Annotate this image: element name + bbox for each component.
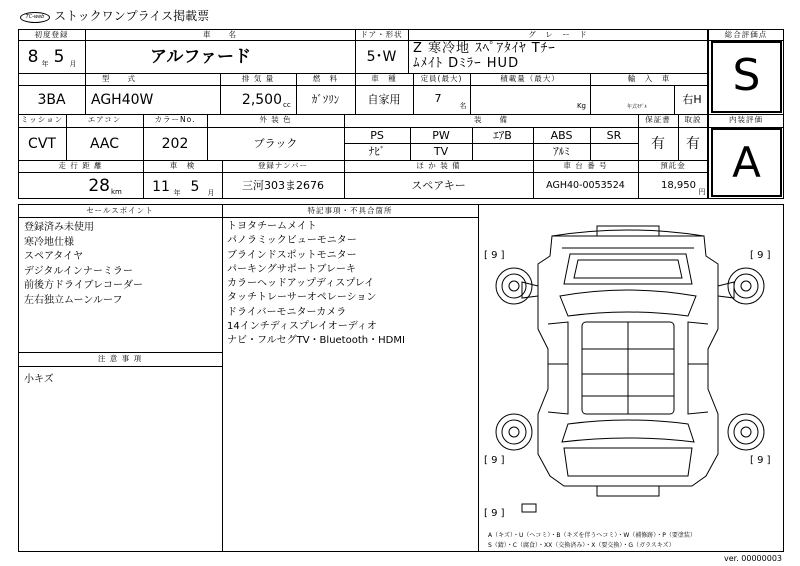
label-load: 積載量（最大） [500, 74, 560, 83]
label-grade: グ レ ー ド [528, 30, 588, 39]
equip-header-ps: PS [370, 129, 384, 142]
label-others: ほ か 装 備 [416, 161, 461, 170]
mileage-unit: km [111, 188, 122, 196]
plate-value: 三河303ま2676 [242, 179, 324, 192]
list-item: 前後方ドライブレコーダー [24, 280, 143, 292]
manual-value: 有 [686, 136, 700, 152]
car-diagram [482, 214, 782, 514]
color-no-value: 202 [161, 136, 189, 152]
list-item: ナビ・フルセグTV・Bluetooth・HDMI [227, 335, 405, 347]
label-overall: 総合評価点 [724, 30, 768, 39]
aircon-value: AAC [89, 136, 120, 152]
label-inspection: 車 検 [169, 161, 196, 170]
warranty-value: 有 [651, 136, 665, 152]
import-handle: 右H [682, 93, 702, 106]
car-name: アルファード [150, 47, 251, 67]
label-chassis: 車 台 番 号 [563, 161, 608, 170]
list-item: パーキングサポートブレーキ [227, 263, 356, 275]
label-kind: 車 種 [371, 74, 397, 83]
mileage-value: 28 [88, 176, 110, 196]
label-mission: ミッション [20, 115, 64, 124]
import-year-label: 年式ﾓﾃﾞﾙ [626, 104, 647, 110]
reg-month-unit: 月 [69, 60, 77, 68]
label-equipment: 装 備 [474, 115, 508, 124]
tire-mark-front-left: [ 9 ] [484, 250, 505, 261]
version-label: ver. 00000003 [723, 554, 782, 563]
displacement-value: 2,500 [241, 92, 282, 108]
chassis-value: AGH40-0053524 [546, 180, 625, 191]
list-item: トヨタチームメイト [227, 221, 317, 232]
equip-header-sr: SR [606, 129, 622, 142]
label-door: ドア・形状 [360, 30, 403, 39]
list-item: ブラインドスポットモニター [227, 249, 357, 261]
equip-header-abs: ABS [550, 129, 573, 142]
list-item: 登録済み未使用 [24, 222, 94, 233]
label-plate: 登録ナンバー [257, 161, 309, 170]
sales-points-list [24, 221, 143, 309]
displacement-unit: cc [283, 101, 291, 109]
inspection-month: 5 [190, 179, 200, 195]
label-import: 輸 入 車 [627, 74, 671, 83]
reg-month: 5 [53, 47, 65, 67]
door-type: 5･W [366, 49, 397, 65]
capacity-value: 7 [434, 92, 442, 105]
list-item: スペアタイヤ [24, 251, 84, 263]
overall-score: S [732, 50, 761, 101]
equip-header-pw: PW [432, 129, 450, 142]
capacity-unit: 名 [459, 102, 467, 110]
kind-value: 自家用 [367, 93, 401, 106]
tire-mark-rear-right: [ 9 ] [750, 455, 771, 466]
others-value: スペアキー [411, 179, 466, 192]
label-aircon: エアコン [87, 115, 122, 124]
label-model: 型 式 [102, 74, 136, 83]
label-specials: 特記事項・不具合箇所 [307, 206, 393, 215]
label-warranty: 保証書 [645, 115, 671, 124]
list-item: 左右独立ムーンルーフ [24, 294, 123, 306]
specials-list [227, 220, 405, 349]
fuel-value: ｶﾞｿﾘﾝ [311, 93, 340, 106]
list-item: タッチトレーサーオペレーション [227, 292, 377, 304]
label-notes: 注 意 事 項 [97, 354, 143, 363]
tire-mark-spare: [ 9 ] [484, 508, 505, 519]
price-unit: 円 [698, 188, 706, 196]
equip-value-navi: ﾅﾋﾞ [368, 145, 386, 158]
label-car-name: 車 名 [203, 30, 237, 39]
label-capacity: 定員(最大) [420, 74, 463, 83]
exterior-color: ブラック [253, 137, 298, 150]
label-interior: 内装評価 [729, 115, 763, 124]
label-exterior: 外 装 色 [259, 115, 292, 124]
label-displacement: 排 気 量 [241, 74, 275, 83]
label-fuel: 燃 料 [312, 74, 339, 83]
inspection-year: 11 [152, 179, 170, 195]
label-color-no: カラーNo. [154, 115, 196, 124]
model-prefix: 3BA [37, 92, 66, 108]
label-mileage: 走 行 距 離 [58, 161, 103, 170]
label-price: 預託金 [660, 161, 686, 170]
reg-year-unit: 年 [41, 60, 49, 68]
equip-value-tv: TV [433, 145, 449, 158]
inspection-month-unit: 月 [207, 189, 215, 197]
logo: TC-web [20, 12, 50, 23]
grade-line1: Z 寒冷地 ｽﾍﾟｱﾀｲﾔ Tﾁｰ [413, 41, 556, 56]
grade-line2: ﾑﾒｲﾄ Dﾐﾗｰ HUD [413, 56, 520, 71]
interior-score: A [732, 138, 761, 187]
damage-legend-line2: S（錆）・C（腐食）・XX（交換済み）・X（要交換）・G（ガラスキズ） [488, 542, 675, 549]
list-item: カラーヘッドアップディスプレイ [227, 278, 375, 290]
load-unit: Kg [576, 102, 586, 110]
equip-header-airbag: ｴｱB [493, 129, 512, 142]
mission-value: CVT [28, 136, 56, 152]
notes-list [24, 373, 54, 388]
tire-mark-front-right: [ 9 ] [750, 250, 771, 261]
label-manual: 取説 [684, 115, 702, 124]
inspection-year-unit: 年 [173, 189, 181, 197]
label-first-reg: 初度登録 [34, 30, 69, 39]
list-item: ドライバーモニターカメラ [227, 306, 347, 318]
list-item: デジタルインナーミラー [24, 265, 133, 277]
list-item: 14インチディスプレイオーディオ [227, 321, 377, 333]
page-title: ストックワンプライス掲載票 [54, 9, 210, 23]
damage-legend-line1: A（キズ）・U（ヘコミ）・B（キズを伴うヘコミ）・W（補修跡）・P（要塗装） [488, 532, 696, 539]
list-item: パノラミックビューモニター [227, 235, 357, 247]
price-value: 18,950 [661, 180, 696, 191]
equip-value-alumi: ｱﾙﾐ [553, 145, 570, 158]
tire-mark-rear-left: [ 9 ] [484, 455, 505, 466]
list-item: 小キズ [24, 374, 54, 385]
model-code: AGH40W [91, 92, 154, 108]
list-item: 寒冷地仕様 [24, 236, 74, 248]
reg-year: 8 [27, 47, 39, 67]
label-sales-points: セールスポイント [86, 206, 154, 215]
